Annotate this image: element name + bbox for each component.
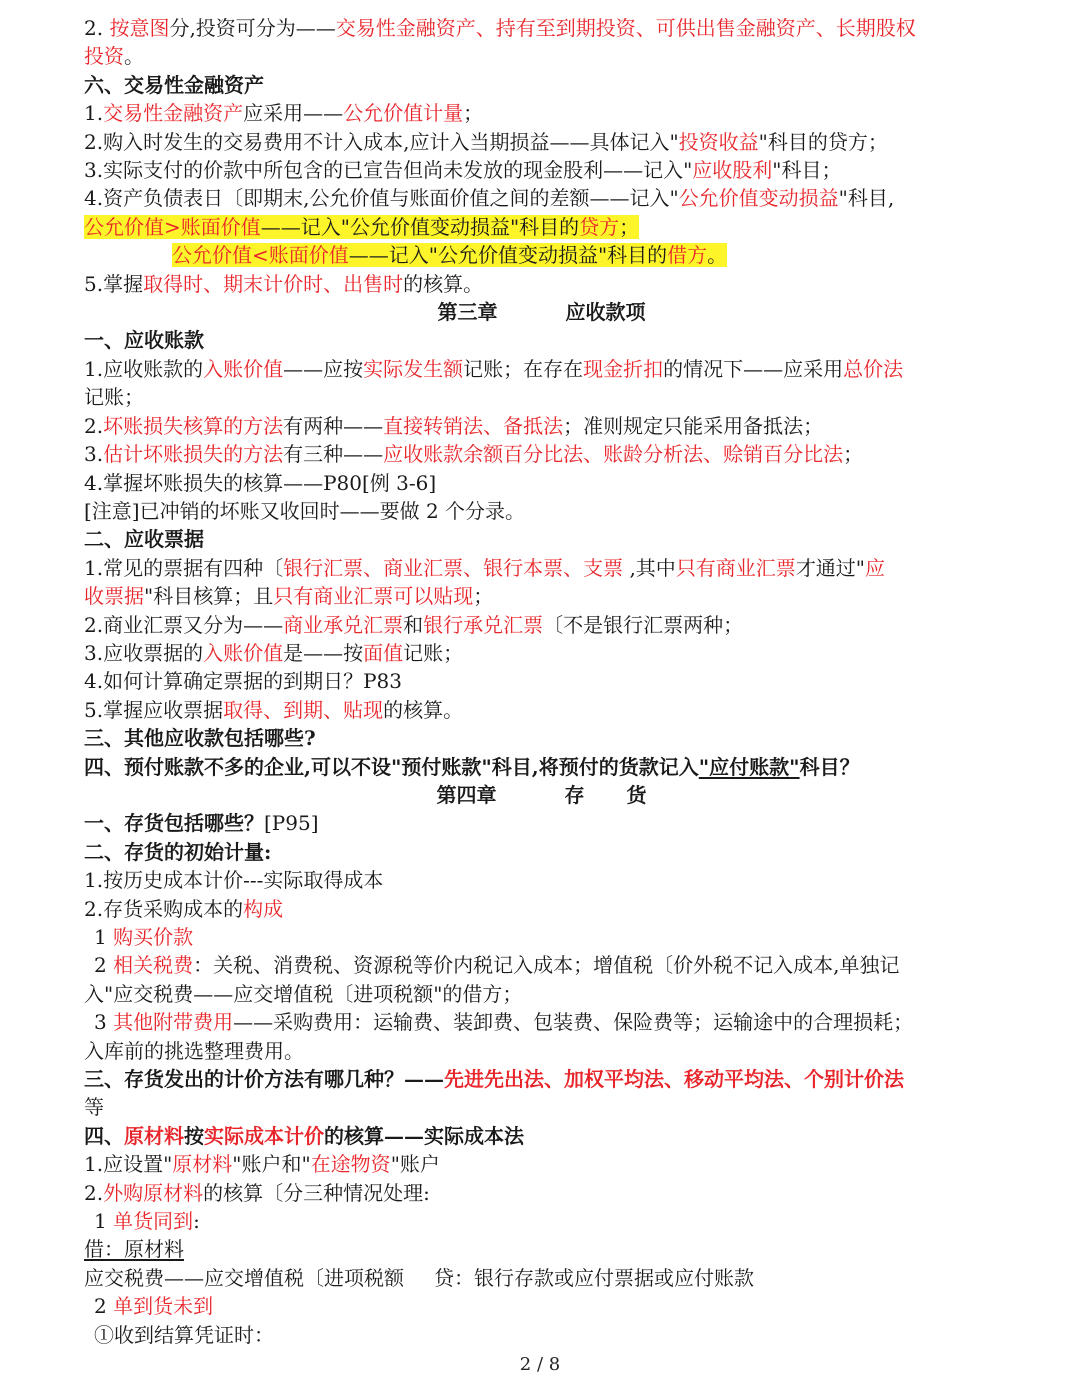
text-line bbox=[84, 99, 999, 127]
text-segment: 4.资产负债表日〔即期末,公允价值与账面价值之间的差额——记入" bbox=[84, 186, 679, 211]
emphasis-text: 公允价值变动损益 bbox=[678, 186, 839, 211]
text-segment: 有两种—— bbox=[283, 413, 384, 438]
text-line bbox=[84, 1037, 999, 1065]
emphasis-text: 投资收益 bbox=[678, 129, 759, 154]
text-segment: 1 bbox=[94, 1209, 114, 1234]
text-segment: 5.掌握应收票据 bbox=[84, 697, 224, 722]
text-line bbox=[84, 1207, 999, 1235]
text-segment: 是——按 bbox=[283, 640, 364, 665]
emphasis-text: 交易性金融资产、持有至到期投资、可供出售金融资产、长期股权 bbox=[335, 16, 916, 40]
text-line bbox=[84, 1321, 999, 1349]
text-segment: ； bbox=[619, 214, 640, 239]
text-line bbox=[84, 355, 999, 383]
text-segment: 货 bbox=[626, 782, 647, 807]
text-segment: 六、交易性金融资产 bbox=[84, 72, 264, 97]
emphasis-text: 银行承兑汇票 bbox=[423, 612, 544, 637]
text-segment: 入库前的挑选整理费用。 bbox=[84, 1038, 304, 1063]
text-segment: 2.存货采购成本的 bbox=[84, 896, 244, 921]
emphasis-text: 单货同到 bbox=[113, 1209, 194, 1234]
emphasis-text: 外购原材料 bbox=[103, 1180, 204, 1205]
text-segment: ①收到结算凭证时： bbox=[94, 1322, 274, 1347]
emphasis-text: 应收账款余额百分比法、账龄分析法、赊销百分比法 bbox=[383, 442, 844, 467]
chapter-heading bbox=[84, 298, 999, 326]
text-segment: 三、其他应收款包括哪些? bbox=[84, 726, 316, 751]
text-segment: 。 bbox=[707, 243, 728, 268]
text-segment: 1 bbox=[94, 925, 114, 949]
emphasis-text: 入账价值 bbox=[203, 640, 284, 665]
highlighted-text bbox=[172, 243, 727, 267]
emphasis-text: 原材料 bbox=[124, 1123, 184, 1148]
text-segment: 三、存货发出的计价方法有哪几种？—— bbox=[84, 1067, 444, 1092]
emphasis-text: 面值 bbox=[363, 640, 404, 665]
emphasis-text: 入账价值 bbox=[203, 356, 284, 381]
section-heading bbox=[84, 326, 999, 354]
text-segment: ——记入"公允价值变动损益"科目的 bbox=[348, 243, 668, 268]
text-segment: 的核算。 bbox=[383, 697, 464, 722]
text-segment: 记账； bbox=[84, 385, 144, 410]
text-segment: 的核算——实际成本法 bbox=[324, 1123, 524, 1148]
text-line bbox=[84, 1264, 999, 1292]
text-line bbox=[84, 1093, 999, 1121]
section-heading bbox=[84, 753, 999, 781]
emphasis-text: 坏账损失核算的方法 bbox=[103, 413, 284, 438]
text-segment: "科目； bbox=[772, 158, 842, 183]
section-heading bbox=[84, 838, 999, 866]
text-line bbox=[84, 412, 999, 440]
text-segment: 1.应收账款的 bbox=[84, 356, 204, 381]
text-segment: 分,投资可分为—— bbox=[169, 16, 336, 40]
text-line bbox=[84, 639, 999, 667]
text-segment: 入"应交税费——应交增值税〔进项税额"的借方； bbox=[84, 981, 523, 1006]
text-segment: 记账； bbox=[403, 640, 464, 665]
emphasis-text: 总价法 bbox=[843, 356, 904, 381]
text-segment: 2. bbox=[84, 1180, 104, 1205]
text-segment: 1.按历史成本计价---实际取得成本 bbox=[84, 868, 384, 893]
text-segment: 科目？ bbox=[799, 754, 860, 779]
emphasis-text: 取得时、期末计价时、出售时 bbox=[143, 271, 404, 296]
text-segment: "账户和" bbox=[232, 1152, 311, 1177]
text-line bbox=[84, 1150, 999, 1178]
text-segment: 5.掌握 bbox=[84, 271, 144, 296]
text-line bbox=[84, 696, 999, 724]
emphasis-text: 构成 bbox=[243, 896, 284, 921]
text-segment: 4.如何计算确定票据的到期日？P83 bbox=[84, 669, 402, 694]
emphasis-text: 其他附带费用 bbox=[113, 1010, 234, 1035]
text-segment: ,其中 bbox=[623, 555, 676, 580]
text-line bbox=[84, 582, 999, 610]
emphasis-text: 交易性金融资产 bbox=[103, 101, 244, 126]
emphasis-text: 在途物资 bbox=[310, 1152, 391, 1177]
text-segment: 第三章 bbox=[437, 300, 498, 325]
text-line bbox=[84, 213, 999, 241]
text-line bbox=[84, 14, 999, 42]
text-segment: 〔不是银行汇票两种； bbox=[543, 612, 744, 637]
text-segment: 才通过" bbox=[795, 555, 866, 580]
text-segment: : bbox=[193, 1209, 200, 1234]
emphasis-text: 应收股利 bbox=[692, 158, 773, 183]
emphasis-text: 公允价值计量 bbox=[343, 101, 464, 126]
text-line bbox=[84, 923, 999, 951]
text-line bbox=[84, 1235, 999, 1263]
text-segment: 四、预付账款不多的企业,可以不设"预付账款"科目,将预付的货款记入 bbox=[84, 754, 699, 779]
text-segment: 应采用—— bbox=[243, 101, 344, 126]
emphasis-text: 原材料 bbox=[172, 1152, 233, 1177]
emphasis-text: 先进先出法、加权平均法、移动平均法、个别计价法 bbox=[444, 1067, 904, 1092]
text-segment: ；准则规定只能采用备抵法； bbox=[563, 413, 824, 438]
text-line bbox=[84, 611, 999, 639]
emphasis-text: 只有商业汇票 bbox=[675, 555, 796, 580]
emphasis-text: 实际发生额 bbox=[363, 356, 464, 381]
emphasis-text: 估计坏账损失的方法 bbox=[103, 442, 284, 467]
page-number: 2 / 8 bbox=[519, 1354, 561, 1375]
text-segment: 第四章 bbox=[436, 782, 497, 807]
text-segment: 记账；在存在 bbox=[463, 356, 584, 381]
section-heading bbox=[84, 1122, 999, 1150]
text-line bbox=[84, 895, 999, 923]
text-segment: 应收款项 bbox=[565, 300, 646, 325]
text-line bbox=[84, 554, 999, 582]
text-line bbox=[84, 1008, 999, 1036]
text-segment: 二、存货的初始计量: bbox=[84, 839, 272, 864]
emphasis-text: 现金折扣 bbox=[583, 356, 664, 381]
text-line bbox=[84, 980, 999, 1008]
text-segment: "账户 bbox=[390, 1152, 440, 1177]
text-segment: [注意]已冲销的坏账又收回时——要做 2 个分录。 bbox=[84, 498, 526, 523]
section-heading bbox=[84, 525, 999, 553]
text-segment: 1. bbox=[84, 101, 104, 126]
text-segment: ； bbox=[473, 584, 494, 609]
emphasis-text: 相关税费 bbox=[113, 953, 194, 978]
text-segment: 2. bbox=[84, 16, 110, 40]
emphasis-text: 应 bbox=[865, 555, 886, 580]
text-segment: 四、 bbox=[84, 1123, 124, 1148]
text-line bbox=[84, 42, 999, 70]
text-segment: 3. bbox=[84, 442, 104, 467]
text-segment: 有三种—— bbox=[283, 442, 384, 467]
text-segment: 2.购入时发生的交易费用不计入成本,应计入当期损益——具体记入" bbox=[84, 129, 679, 154]
emphasis-text: 只有商业汇票可以贴现 bbox=[273, 584, 474, 609]
text-line bbox=[84, 128, 999, 156]
text-segment: [P95] bbox=[264, 811, 319, 836]
text-segment: 等 bbox=[84, 1095, 104, 1120]
text-segment: 应交税费——应交增值税〔进项税额 bbox=[84, 1265, 404, 1290]
text-segment: 按 bbox=[184, 1123, 204, 1148]
text-line bbox=[84, 497, 999, 525]
text-line bbox=[84, 951, 999, 979]
emphasis-text: 银行汇票、商业汇票、银行本票、支票 bbox=[283, 555, 624, 580]
text-segment: 2 bbox=[94, 1294, 114, 1319]
text-segment: 二、应收票据 bbox=[84, 527, 204, 552]
text-segment: 3.应收票据的 bbox=[84, 640, 204, 665]
text-line bbox=[84, 270, 999, 298]
text-segment: 的核算。 bbox=[403, 271, 484, 296]
text-segment: 3.实际支付的价款中所包含的已宣告但尚未发放的现金股利——记入" bbox=[84, 158, 693, 183]
emphasis-text: 投资 bbox=[84, 44, 124, 69]
text-segment: 一、存货包括哪些？ bbox=[84, 811, 264, 836]
document-body bbox=[84, 14, 999, 1349]
text-segment: 的核算〔分三种情况处理: bbox=[203, 1180, 430, 1205]
text-line bbox=[84, 469, 999, 497]
text-segment: 1.应设置" bbox=[84, 1152, 173, 1177]
chapter-heading bbox=[84, 781, 999, 809]
text-segment: 1.常见的票据有四种〔 bbox=[84, 555, 284, 580]
text-line bbox=[84, 667, 999, 695]
text-segment: ——采购费用：运输费、装卸费、包装费、保险费等；运输途中的合理损耗； bbox=[233, 1010, 914, 1035]
highlighted-text bbox=[84, 215, 639, 239]
text-line bbox=[84, 241, 999, 269]
text-line bbox=[84, 383, 999, 411]
emphasis-text: 商业承兑汇票 bbox=[283, 612, 404, 637]
emphasis-text: 公允价值>账面价值 bbox=[84, 214, 261, 239]
emphasis-text: 购买价款 bbox=[113, 925, 194, 949]
text-line bbox=[84, 1179, 999, 1207]
text-segment: 贷：银行存款或应付票据或应付账款 bbox=[434, 1265, 754, 1290]
text-segment: "科目, bbox=[838, 186, 895, 211]
text-line bbox=[84, 184, 999, 212]
text-segment: ——记入"公允价值变动损益"科目的 bbox=[260, 214, 580, 239]
text-segment: 2 bbox=[94, 953, 114, 978]
section-heading bbox=[84, 1065, 999, 1093]
text-segment: ； bbox=[463, 101, 484, 126]
emphasis-text: 贷方 bbox=[579, 214, 620, 239]
emphasis-text: 取得、到期、贴现 bbox=[223, 697, 384, 722]
emphasis-text: 公允价值<账面价值 bbox=[172, 243, 349, 268]
text-segment: ——应按 bbox=[283, 356, 364, 381]
text-segment: 存 bbox=[564, 782, 585, 807]
text-segment: 2. bbox=[84, 413, 104, 438]
text-segment: 。 bbox=[124, 44, 144, 69]
text-segment: 借：原材料 bbox=[84, 1237, 184, 1262]
emphasis-text: 收票据 bbox=[84, 584, 144, 609]
text-segment: "科目核算；且 bbox=[144, 584, 274, 609]
section-heading bbox=[84, 724, 999, 752]
emphasis-text: 按意图 bbox=[109, 16, 170, 40]
text-segment: 3 bbox=[94, 1010, 114, 1035]
emphasis-text: 实际成本计价 bbox=[204, 1123, 324, 1148]
emphasis-text: 单到货未到 bbox=[113, 1294, 214, 1319]
section-heading bbox=[84, 71, 999, 99]
text-segment: ：关税、消费税、资源税等价内税记入成本；增值税〔价外税不记入成本,单独记 bbox=[193, 953, 900, 978]
text-segment: "科目的贷方； bbox=[758, 129, 888, 154]
text-segment: "应付账款" bbox=[698, 754, 800, 779]
text-segment: 2.商业汇票又分为—— bbox=[84, 612, 284, 637]
text-segment: 和 bbox=[403, 612, 424, 637]
text-segment: 的情况下——应采用 bbox=[663, 356, 844, 381]
section-heading bbox=[84, 809, 999, 837]
text-line bbox=[84, 156, 999, 184]
text-line bbox=[84, 440, 999, 468]
text-line bbox=[84, 1292, 999, 1320]
emphasis-text: 借方 bbox=[667, 243, 708, 268]
text-line bbox=[84, 866, 999, 894]
text-segment: 一、应收账款 bbox=[84, 328, 204, 353]
text-segment: ； bbox=[843, 442, 864, 467]
emphasis-text: 直接转销法、备抵法 bbox=[383, 413, 564, 438]
text-segment: 4.掌握坏账损失的核算——P80[例 3-6] bbox=[84, 470, 437, 495]
